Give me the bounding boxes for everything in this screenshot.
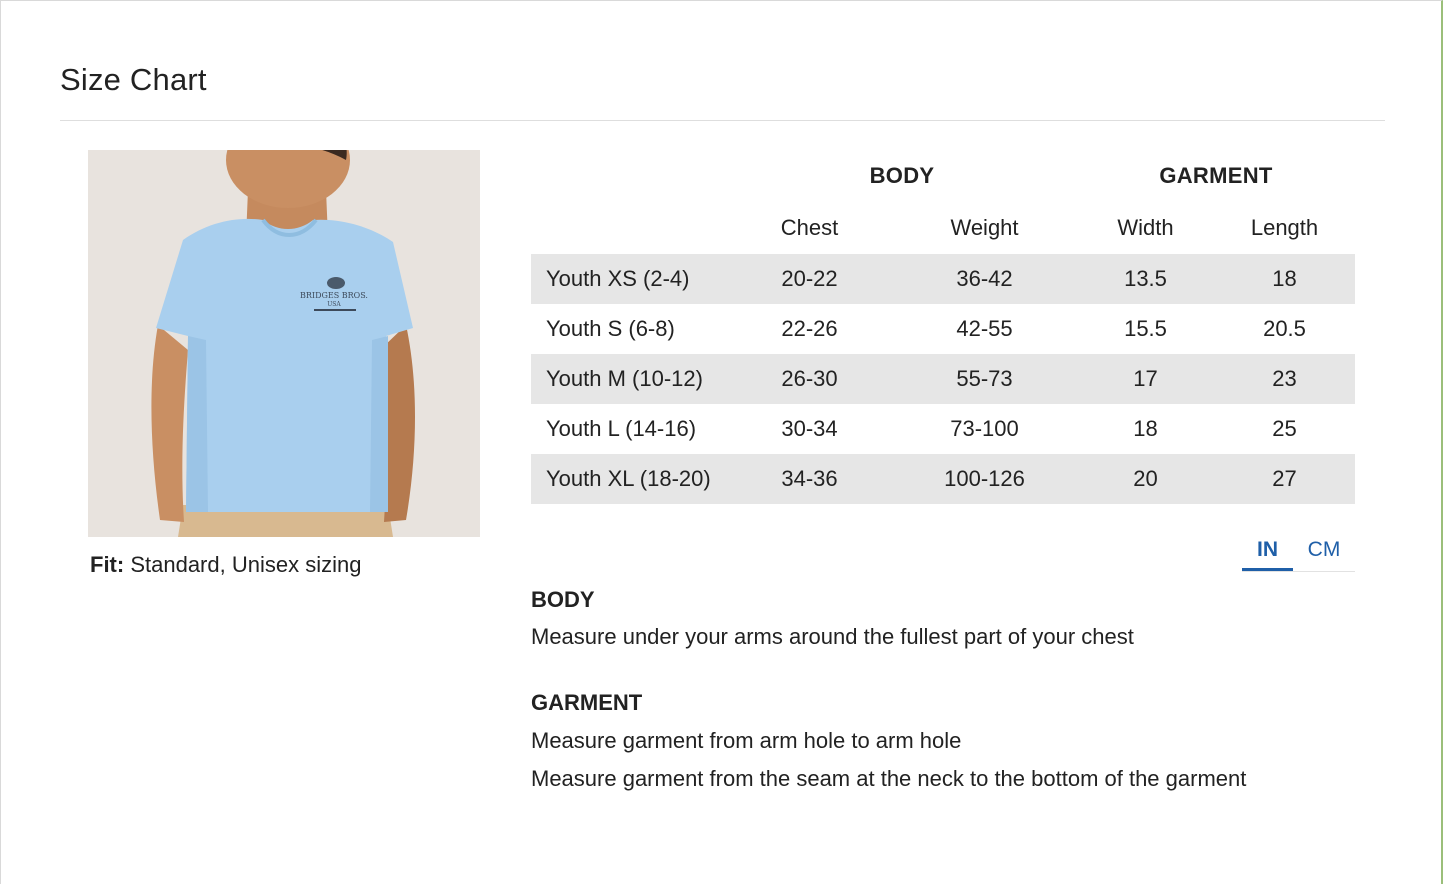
chest-value: 30-34 bbox=[781, 416, 838, 441]
chest-value: 34-36 bbox=[727, 454, 892, 504]
page-title: Size Chart bbox=[60, 62, 207, 97]
size-label: Youth L (14-16) bbox=[546, 416, 697, 441]
fit-info bbox=[90, 552, 361, 578]
unit-tab-in[interactable]: IN bbox=[1242, 534, 1293, 571]
size-label: Youth XS (2-4) bbox=[531, 254, 727, 304]
length-value: 25 bbox=[1272, 416, 1297, 441]
chest-value: 26-30 bbox=[727, 354, 892, 404]
width-value: 13.5 bbox=[1077, 254, 1214, 304]
garment-length-text: Measure garment from the seam at the neck to the bottom of the garment bbox=[531, 766, 1247, 791]
weight-value: 42-55 bbox=[956, 316, 1013, 341]
size-label: Youth M (10-12) bbox=[531, 354, 727, 404]
weight-value: 73-100 bbox=[950, 416, 1019, 441]
table-row bbox=[531, 354, 1355, 404]
product-photo bbox=[88, 150, 480, 537]
svg-text:USA: USA bbox=[327, 301, 341, 308]
size-table bbox=[531, 150, 1355, 504]
chest-value: 22-26 bbox=[781, 316, 838, 341]
column-header-chest: Chest bbox=[780, 215, 839, 240]
body-guide-title: BODY bbox=[531, 587, 595, 612]
table-row bbox=[531, 454, 1355, 504]
column-header-width: Width bbox=[1117, 215, 1174, 240]
group-header-body: BODY bbox=[869, 163, 935, 188]
length-value: 20.5 bbox=[1263, 316, 1306, 341]
width-value: 18 bbox=[1133, 416, 1158, 441]
table-row bbox=[531, 304, 1355, 354]
length-value: 23 bbox=[1214, 354, 1355, 404]
column-header-length: Length bbox=[1250, 215, 1319, 240]
body-guide-text: Measure under your arms around the fullest part of your chest bbox=[531, 624, 1134, 649]
group-header-garment: GARMENT bbox=[1159, 163, 1273, 188]
unit-tab-cm[interactable]: CM bbox=[1307, 538, 1341, 561]
width-value: 15.5 bbox=[1124, 316, 1167, 341]
garment-width-text: Measure garment from arm hole to arm hole bbox=[531, 728, 962, 753]
title-divider bbox=[60, 120, 1385, 121]
svg-text:BRIDGES BROS.: BRIDGES BROS. bbox=[300, 291, 368, 300]
unit-toggle bbox=[1242, 534, 1355, 572]
size-label: Youth XL (18-20) bbox=[531, 454, 727, 504]
width-value: 17 bbox=[1077, 354, 1214, 404]
fit-value: Standard, Unisex sizing bbox=[130, 552, 362, 577]
kid-tshirt-illustration bbox=[88, 150, 480, 537]
length-value: 27 bbox=[1214, 454, 1355, 504]
column-header-row bbox=[531, 202, 1355, 254]
length-value: 18 bbox=[1214, 254, 1355, 304]
weight-value: 36-42 bbox=[892, 254, 1077, 304]
width-value: 20 bbox=[1077, 454, 1214, 504]
size-label: Youth S (6-8) bbox=[546, 316, 675, 341]
column-header-weight: Weight bbox=[950, 215, 1019, 240]
table-row bbox=[531, 404, 1355, 454]
weight-value: 55-73 bbox=[892, 354, 1077, 404]
garment-guide-title: GARMENT bbox=[531, 690, 643, 715]
fit-label: Fit: bbox=[90, 552, 125, 577]
table-row bbox=[531, 254, 1355, 304]
group-header-row bbox=[531, 150, 1355, 202]
weight-value: 100-126 bbox=[892, 454, 1077, 504]
chest-value: 20-22 bbox=[727, 254, 892, 304]
